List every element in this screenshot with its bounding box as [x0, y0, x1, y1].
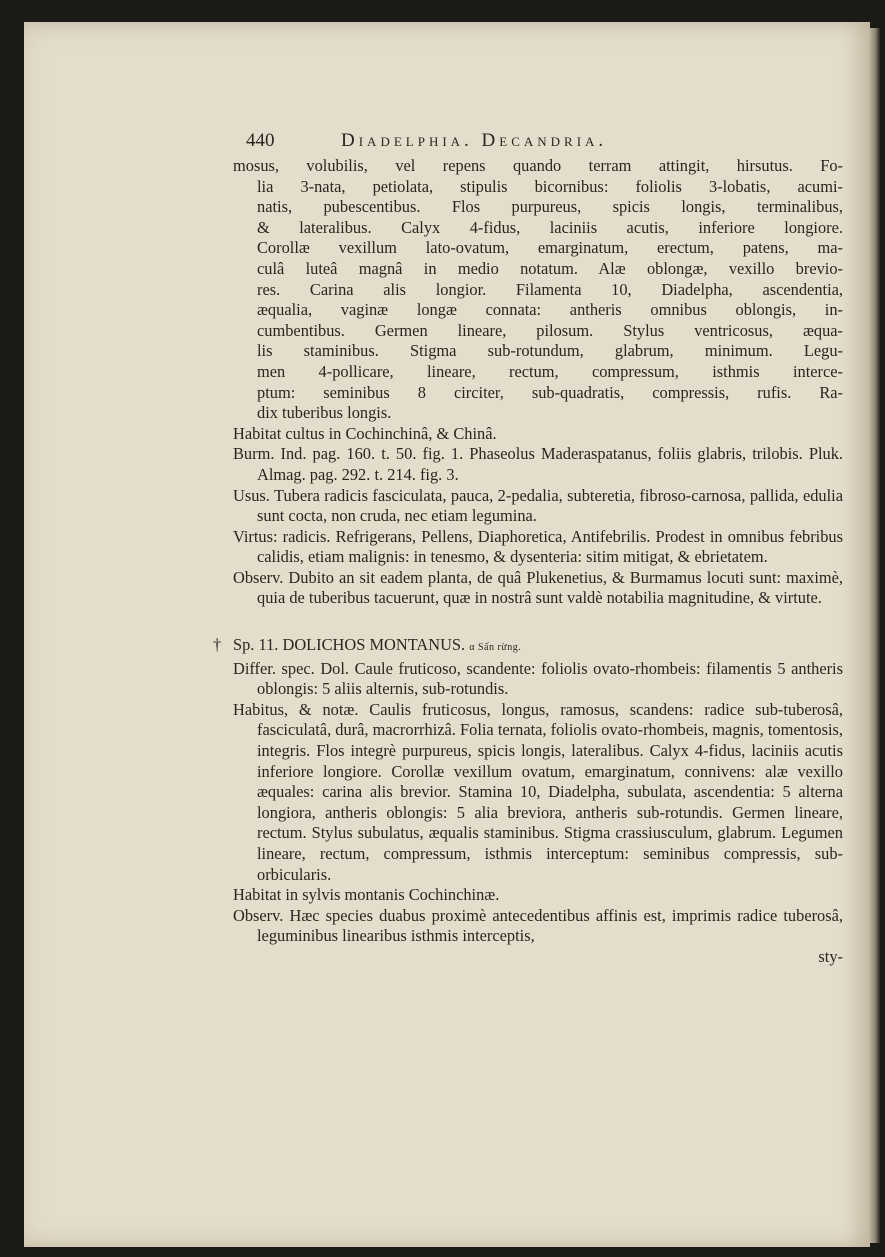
entries-group-1: [233, 424, 843, 609]
entry-paragraph: Habitat cultus in Cochinchinâ, & Chinâ.: [233, 423, 497, 443]
text-line: Corollæ vexillum lato-ovatum, emarginatum, erectum, patens, ma-: [257, 238, 843, 258]
vernacular-name: α Sấn rừng.: [469, 642, 522, 654]
entry-paragraph: Usus. Tubera radicis fasciculata, pauca, 2-pedalia, subteretia, fibroso-carnosa, pallida, edulia sunt cocta, non cruda, nec etiam legumina.: [233, 485, 843, 526]
text-line: ptum: seminibus 8 circiter, sub-quadratis, compressis, rufis. Ra-: [257, 382, 843, 402]
page-title: Diadelphia. Decandria.: [341, 130, 608, 151]
entry-paragraph: Differ. spec. Dol. Caule fruticoso, scandente: foliolis ovato-rhombeis: filamentis 5 antheris oblongis: 5 aliis alternis, sub-rotundis.: [233, 658, 843, 699]
running-head: [246, 130, 846, 156]
text-line: men 4-pollicare, lineare, rectum, compressum, isthmis interce-: [257, 361, 843, 381]
page-edge: [868, 28, 880, 1243]
entries-group-2: [233, 659, 843, 947]
species-title: Sp. 11. DOLICHOS MONTANUS.: [233, 635, 466, 655]
entry-paragraph: Burm. Ind. pag. 160. t. 50. fig. 1. Phaseolus Maderaspatanus, foliis glabris, trilobis. Pluk. Almag. pag. 292. t. 214. fig. 3.: [233, 444, 843, 484]
text-line: res. Carina alis longior. Filamenta 10, Diadelpha, ascendentia,: [257, 279, 843, 299]
text-line: & lateralibus. Calyx 4-fidus, laciniis acutis, inferiore longiore.: [257, 217, 843, 237]
section-gap: [233, 609, 843, 635]
text-line: natis, pubescentibus. Flos purpureus, spicis longis, terminalibus,: [257, 197, 843, 217]
entry-paragraph: Observ. Dubito an sit eadem planta, de quâ Plukenetius, & Burmamus locuti sunt: maximè, quia de tuberibus tacuerunt, quæ in nostrâ sunt valdè notabilia magnitudine, & virtute.: [233, 567, 843, 608]
entry-paragraph: Habitat in sylvis montanis Cochinchinæ.: [233, 885, 500, 905]
body-text: [213, 156, 843, 968]
continuation-paragraph: [233, 156, 843, 424]
dagger-mark: †: [213, 635, 222, 655]
text-line: lia 3-nata, petiolata, stipulis bicornibus: foliolis 3-lobatis, acumi-: [257, 176, 843, 196]
text-line: culâ luteâ magnâ in medio notatum. Alæ oblongæ, vexillo brevio-: [257, 258, 843, 278]
catchword: sty-: [818, 946, 843, 966]
entry-paragraph: Habitus, & notæ. Caulis fruticosus, longus, ramosus, scandens: radice sub-tuberosâ, fasciculatâ, durâ, macrorrhizâ. Folia ternata, foliolis ovato-rhombeis, magnis, tomentosis, integris. Flos integrè purpureus, spicis longis, lateralibus. Calyx 4-fidus, laciniis acutis inferiore longiore. Corollæ vexillum ovatum, emarginatum, connivens: alæ vexillo æquales: carina alis brevior. Stamina 10, Diadelpha, subulata, ascendentia: 5 alterna longiora, antheris oblongis: 5 alia breviora, antheris sub-rotundis. Germen lineare, rectum. Stylus subulatus, æqualis staminibus. Stigma crassiusculum, glabrum. Legumen lineare, rectum, compressum, isthmis interceptum: seminibus compressis, sub-orbicularis.: [233, 699, 843, 884]
text-line: cumbentibus. Germen lineare, pilosum. Stylus ventricosus, æqua-: [257, 320, 843, 340]
text-line: æqualia, vaginæ longæ connata: antheris omnibus oblongis, in-: [257, 300, 843, 320]
entry-paragraph: Observ. Hæc species duabus proximè antecedentibus affinis est, imprimis radice tuberosâ, leguminibus linearibus isthmis interceptis,: [233, 905, 843, 946]
species-heading: [213, 635, 843, 659]
text-line: lis staminibus. Stigma sub-rotundum, glabrum, minimum. Legu-: [257, 341, 843, 361]
text-line: dix tuberibus longis.: [257, 403, 392, 423]
page-number: 440: [246, 130, 275, 151]
entry-paragraph: Virtus: radicis. Refrigerans, Pellens, Diaphoretica, Antifebrilis. Prodest in omnibus febribus calidis, etiam malignis: in tenesmo, & dysenteria: sitim mitigat, & ebrietatem.: [233, 526, 843, 567]
text-line: mosus, volubilis, vel repens quando terram attingit, hirsutus. Fo-: [233, 156, 843, 175]
